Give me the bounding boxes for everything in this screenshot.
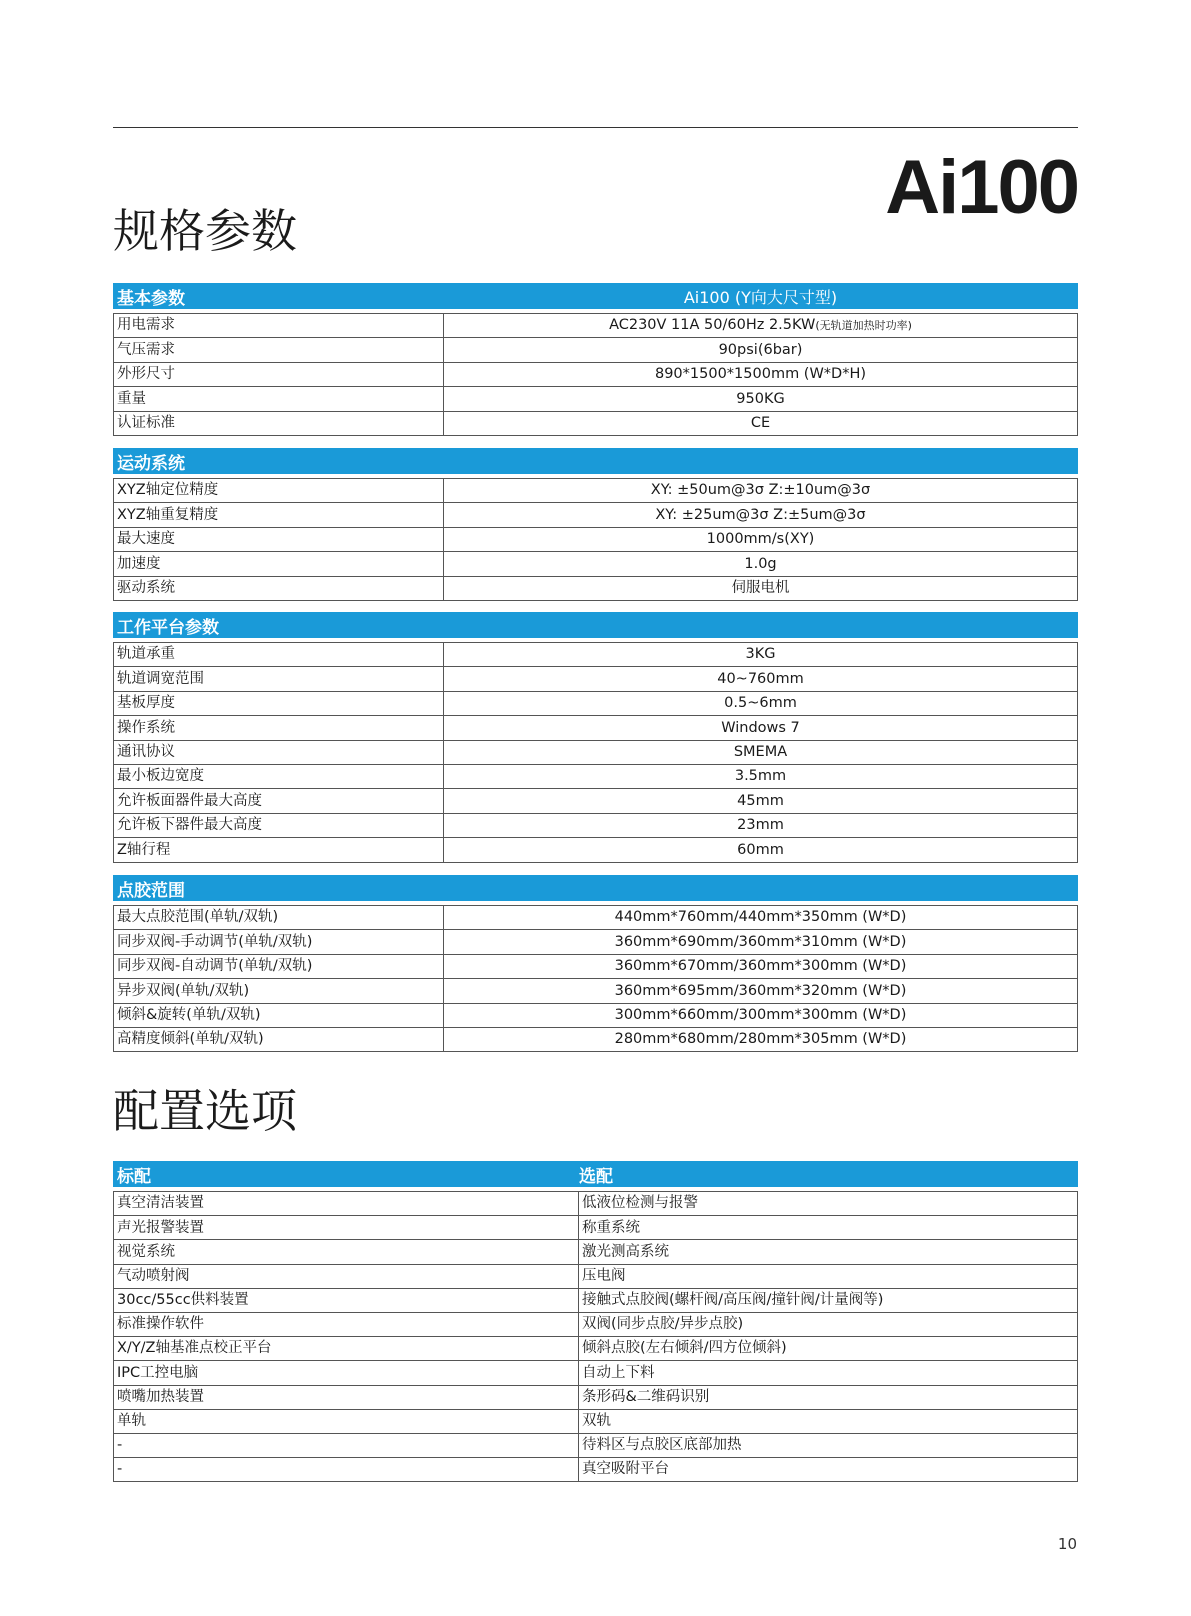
param-name: 基板厚度 [114, 691, 444, 715]
param-value: 950KG [444, 387, 1078, 411]
table-row [114, 1337, 1078, 1361]
optional-item: 待料区与点胶区底部加热 [579, 1433, 1078, 1457]
spec-block-basic [113, 283, 1078, 436]
spec-table [113, 642, 1078, 863]
standard-item: 单轨 [114, 1409, 579, 1433]
table-row [114, 1361, 1078, 1385]
config-table [113, 1191, 1078, 1482]
spec-block-platform [113, 612, 1078, 863]
standard-item: X/Y/Z轴基准点校正平台 [114, 1337, 579, 1361]
optional-item: 条形码&二维码识别 [579, 1385, 1078, 1409]
standard-item: 视觉系统 [114, 1240, 579, 1264]
param-name: 认证标准 [114, 411, 444, 435]
param-name: 轨道承重 [114, 643, 444, 667]
param-name: 倾斜&旋转(单轨/双轨) [114, 1003, 444, 1027]
table-row [114, 643, 1078, 667]
config-section-title: 配置选项 [113, 1084, 297, 1138]
config-header [113, 1161, 1078, 1187]
param-value: 45mm [444, 789, 1078, 813]
param-value: 40~760mm [444, 667, 1078, 691]
param-name: XYZ轴定位精度 [114, 479, 444, 503]
table-row [114, 764, 1078, 788]
param-name: 最大点胶范围(单轨/双轨) [114, 906, 444, 930]
table-row [114, 362, 1078, 386]
param-name: 外形尺寸 [114, 362, 444, 386]
optional-item: 倾斜点胶(左右倾斜/四方位倾斜) [579, 1337, 1078, 1361]
section-title: 点胶范围 [117, 880, 185, 901]
table-row [114, 1192, 1078, 1216]
section-header-value: Ai100 (Y向大尺寸型) [683, 287, 838, 307]
spec-table [113, 478, 1078, 601]
optional-item: 接触式点胶阀(螺杆阀/高压阀/撞针阀/计量阀等) [579, 1288, 1078, 1312]
table-row [114, 1288, 1078, 1312]
config-block [113, 1161, 1078, 1482]
param-value: 360mm*695mm/360mm*320mm (W*D) [444, 979, 1078, 1003]
table-row [114, 789, 1078, 813]
table-row [114, 387, 1078, 411]
param-value: SMEMA [444, 740, 1078, 764]
standard-item: - [114, 1458, 579, 1482]
param-value: 890*1500*1500mm (W*D*H) [444, 362, 1078, 386]
param-name: 高精度倾斜(单轨/双轨) [114, 1027, 444, 1051]
standard-item: 真空清洁装置 [114, 1192, 579, 1216]
page-number: 10 [1057, 1535, 1077, 1553]
param-name: 操作系统 [114, 716, 444, 740]
optional-header: 选配 [579, 1166, 613, 1187]
standard-item: - [114, 1433, 579, 1457]
section-title: 基本参数 [117, 288, 185, 309]
param-name: 最大速度 [114, 527, 444, 551]
param-name: 用电需求 [114, 314, 444, 338]
param-name: 气压需求 [114, 338, 444, 362]
optional-item: 双阀(同步点胶/异步点胶) [579, 1312, 1078, 1336]
section-header [113, 875, 1078, 901]
spec-block-dispense-range [113, 875, 1078, 1052]
table-row [114, 1264, 1078, 1288]
table-row [114, 552, 1078, 576]
table-row [114, 906, 1078, 930]
table-row [114, 503, 1078, 527]
param-name: 允许板面器件最大高度 [114, 789, 444, 813]
optional-item: 自动上下料 [579, 1361, 1078, 1385]
table-row [114, 716, 1078, 740]
standard-item: 30cc/55cc供料装置 [114, 1288, 579, 1312]
spec-block-motion [113, 448, 1078, 601]
spec-table [113, 905, 1078, 1052]
table-row [114, 1312, 1078, 1336]
param-note: (无轨道加热时功率) [815, 319, 912, 333]
section-title: 运动系统 [117, 453, 185, 474]
spec-table [113, 313, 1078, 436]
param-value-text: AC230V 11A 50/60Hz 2.5KW [609, 317, 816, 334]
param-name: 轨道调宽范围 [114, 667, 444, 691]
table-row [114, 667, 1078, 691]
table-row [114, 411, 1078, 435]
table-row [114, 1027, 1078, 1051]
param-name: 同步双阀-手动调节(单轨/双轨) [114, 930, 444, 954]
param-name: 允许板下器件最大高度 [114, 813, 444, 837]
table-row [114, 1409, 1078, 1433]
param-value: 1000mm/s(XY) [444, 527, 1078, 551]
section-header [113, 448, 1078, 474]
param-value: 0.5~6mm [444, 691, 1078, 715]
table-row [114, 1216, 1078, 1240]
optional-item: 压电阀 [579, 1264, 1078, 1288]
section-header [113, 612, 1078, 638]
table-row [114, 691, 1078, 715]
param-name: 同步双阀-自动调节(单轨/双轨) [114, 954, 444, 978]
table-row [114, 338, 1078, 362]
param-value [444, 314, 1078, 338]
table-row [114, 979, 1078, 1003]
optional-item: 低液位检测与报警 [579, 1192, 1078, 1216]
table-row [114, 314, 1078, 338]
param-value: 3KG [444, 643, 1078, 667]
standard-item: 声光报警装置 [114, 1216, 579, 1240]
table-row [114, 1433, 1078, 1457]
table-row [114, 1003, 1078, 1027]
param-value: 1.0g [444, 552, 1078, 576]
param-value: XY: ±25um@3σ Z:±5um@3σ [444, 503, 1078, 527]
param-value: CE [444, 411, 1078, 435]
param-value: Windows 7 [444, 716, 1078, 740]
table-row [114, 930, 1078, 954]
standard-header: 标配 [117, 1166, 151, 1187]
optional-item: 双轨 [579, 1409, 1078, 1433]
param-name: XYZ轴重复精度 [114, 503, 444, 527]
table-row [114, 813, 1078, 837]
optional-item: 真空吸附平台 [579, 1458, 1078, 1482]
table-row [114, 479, 1078, 503]
param-value: XY: ±50um@3σ Z:±10um@3σ [444, 479, 1078, 503]
param-value: 90psi(6bar) [444, 338, 1078, 362]
section-header [113, 283, 1078, 309]
param-name: 重量 [114, 387, 444, 411]
param-name: Z轴行程 [114, 838, 444, 862]
table-row [114, 838, 1078, 862]
param-name: 异步双阀(单轨/双轨) [114, 979, 444, 1003]
param-name: 最小板边宽度 [114, 764, 444, 788]
table-row [114, 576, 1078, 600]
section-title: 工作平台参数 [117, 617, 219, 638]
param-value: 440mm*760mm/440mm*350mm (W*D) [444, 906, 1078, 930]
standard-item: 喷嘴加热装置 [114, 1385, 579, 1409]
standard-item: 标准操作软件 [114, 1312, 579, 1336]
optional-item: 称重系统 [579, 1216, 1078, 1240]
table-row [114, 740, 1078, 764]
table-row [114, 1240, 1078, 1264]
param-value: 360mm*690mm/360mm*310mm (W*D) [444, 930, 1078, 954]
standard-item: 气动喷射阀 [114, 1264, 579, 1288]
model-title: Ai100 [885, 145, 1078, 230]
param-value: 伺服电机 [444, 576, 1078, 600]
param-name: 通讯协议 [114, 740, 444, 764]
param-value: 280mm*680mm/280mm*305mm (W*D) [444, 1027, 1078, 1051]
spec-section-title: 规格参数 [113, 204, 297, 258]
param-value: 300mm*660mm/300mm*300mm (W*D) [444, 1003, 1078, 1027]
optional-item: 激光测高系统 [579, 1240, 1078, 1264]
top-divider [113, 127, 1078, 128]
table-row [114, 1385, 1078, 1409]
table-row [114, 1458, 1078, 1482]
param-name: 驱动系统 [114, 576, 444, 600]
table-row [114, 954, 1078, 978]
table-row [114, 527, 1078, 551]
param-value: 23mm [444, 813, 1078, 837]
standard-item: IPC工控电脑 [114, 1361, 579, 1385]
param-value: 60mm [444, 838, 1078, 862]
param-name: 加速度 [114, 552, 444, 576]
param-value: 360mm*670mm/360mm*300mm (W*D) [444, 954, 1078, 978]
param-value: 3.5mm [444, 764, 1078, 788]
